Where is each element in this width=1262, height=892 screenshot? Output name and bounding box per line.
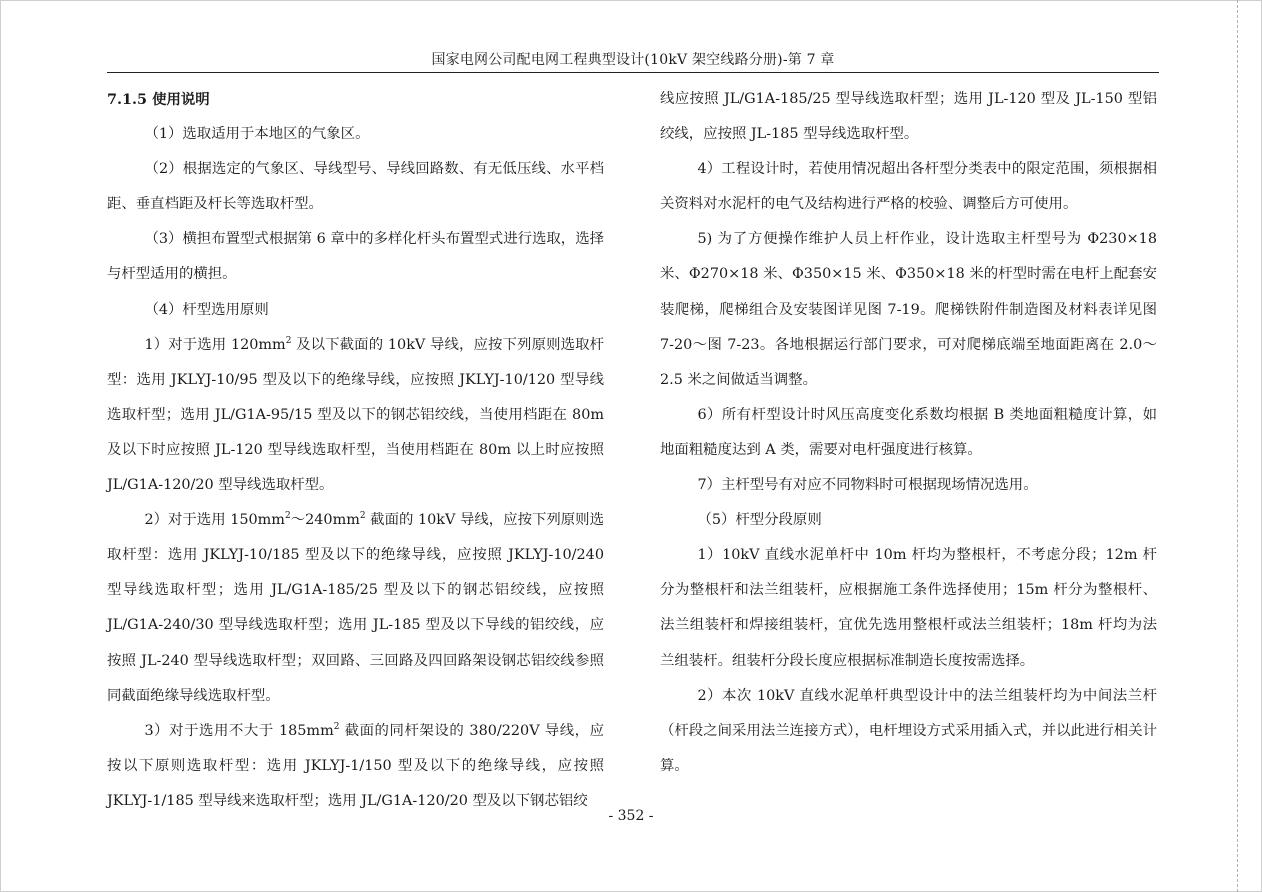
superscript: 2 [333, 721, 340, 732]
paragraph-climate-zone: （1）选取适用于本地区的气象区。 [144, 126, 370, 143]
paragraph-rule-2 [107, 503, 604, 714]
paragraph-rule-5-ladder: 5) 为了方便操作维护人员上杆作业，设计选取主杆型号为 Φ230×18 米、Φ270×18 米、Φ350×15 米、Φ350×18 米的杆型时需在电杆上配套安装爬梯，爬梯组合及安装图详见图 7-19。爬梯铁附件制造图及材料表详见图 7-20～图 7-23。各地根据运行部门要求，可对爬梯底端至地面距离在 2.0～2.5 米之间做适当调整。 [660, 231, 1157, 388]
rule-2-text-b: ～240mm [290, 512, 360, 529]
paragraph-rule-6-wind: 6）所有杆型设计时风压高度变化系数均根据 B 类地面粗糙度计算，如地面粗糙度达到 A 类，需要对电杆强度进行核算。 [660, 406, 1157, 458]
rule-1-text-b: 及以下截面的 10kV 导线，应按下列原则选取杆型：选用 JKLYJ-10/95 型及以下的绝缘导线，应按照 JKLYJ-10/120 型导线选取杆型；选用 JL/G1A-95/15 型及以下的钢芯铝绞线，当使用档距在 80m 及以下时应按照 JL-120 型导线选取杆型，当使用档距在 80m 以上时应按照 JL/G1A-120/20 型导线选取杆型。 [107, 336, 604, 494]
paragraph-crossarm: （3）横担布置型式根据第 6 章中的多样化杆头布置型式进行选取，选择与杆型适用的横担。 [107, 231, 604, 283]
header-rule [107, 72, 1159, 73]
superscript: 2 [284, 511, 291, 522]
rule-3-text-a: 3）对于选用不大于 185mm [144, 722, 334, 739]
superscript: 2 [359, 511, 366, 522]
running-header: 国家电网公司配电网工程典型设计(10kV 架空线路分册)-第 7 章 [431, 52, 835, 68]
page-number: - 352 - [608, 808, 654, 824]
rule-1-text-a: 1）对于选用 120mm [144, 336, 286, 353]
binding-line [1237, 0, 1238, 892]
left-column [107, 82, 604, 819]
paragraph-rule-4: 4）工程设计时，若使用情况超出各杆型分类表中的限定范围，须根据相关资料对水泥杆的电气及结构进行严格的校验、调整后方可使用。 [660, 161, 1157, 213]
section-heading: 7.1.5 使用说明 [107, 91, 210, 108]
superscript: 2 [285, 335, 292, 346]
rule-2-text-c: 截面的 10kV 导线，应按下列原则选取杆型：选用 JKLYJ-10/185 型及以下的绝缘导线，应按照 JKLYJ-10/240 型导线选取杆型；选用 JL/G1A-185/25 型及以下的钢芯铝绞线，应按照 JL/G1A-240/30 型导线选取杆型；选用 JL-185 型及以下导线的铝绞线，应按照 JL-240 型导线选取杆型；双回路、三回路及四回路架设钢芯铝绞线参照同截面绝缘导线选取杆型。 [107, 512, 604, 704]
paragraph-rule-3 [107, 714, 604, 819]
paragraph-segment-rule-2: 2）本次 10kV 直线水泥单杆典型设计中的法兰组装杆均为中间法兰杆（杆段之间采用法兰连接方式），电杆埋设方式采用插入式，并以此进行相关计算。 [660, 687, 1157, 774]
paragraph-rule-7-material: 7）主杆型号有对应不同物料时可根据现场情况选用。 [697, 477, 1038, 494]
paragraph-segment-rule-1: 1）10kV 直线水泥单杆中 10m 杆均为整根杆，不考虑分段；12m 杆分为整根杆和法兰组装杆，应根据施工条件选择使用；15m 杆分为整根杆、法兰组装杆和焊接组装杆，宜优先选用整根杆或法兰组装杆；18m 杆均为法兰组装杆。组装杆分段长度应根据标准制造长度按需选择。 [660, 547, 1157, 669]
right-column [660, 82, 1157, 784]
paragraph-segment-principle: （5）杆型分段原则 [697, 512, 822, 529]
paragraph-pole-principle: （4）杆型选用原则 [144, 301, 269, 318]
paragraph-selection-basis: （2）根据选定的气象区、导线型号、导线回路数、有无低压线、水平档距、垂直档距及杆长等选取杆型。 [107, 161, 604, 213]
rule-3-text-b: 截面的同杆架设的 380/220V 导线，应按以下原则选取杆型：选用 JKLYJ-1/150 型及以下的绝缘导线，应按照 JKLYJ-1/185 型导线来选取杆型；选用 JL/G1A-120/20 型及以下钢芯铝绞 [107, 722, 604, 809]
rule-2-text-a: 2）对于选用 150mm [144, 512, 285, 529]
paragraph-rule-3-continued: 线应按照 JL/G1A-185/25 型导线选取杆型；选用 JL-120 型及 JL-150 型铝绞线，应按照 JL-185 型导线选取杆型。 [660, 91, 1157, 143]
paragraph-rule-1 [107, 328, 604, 503]
